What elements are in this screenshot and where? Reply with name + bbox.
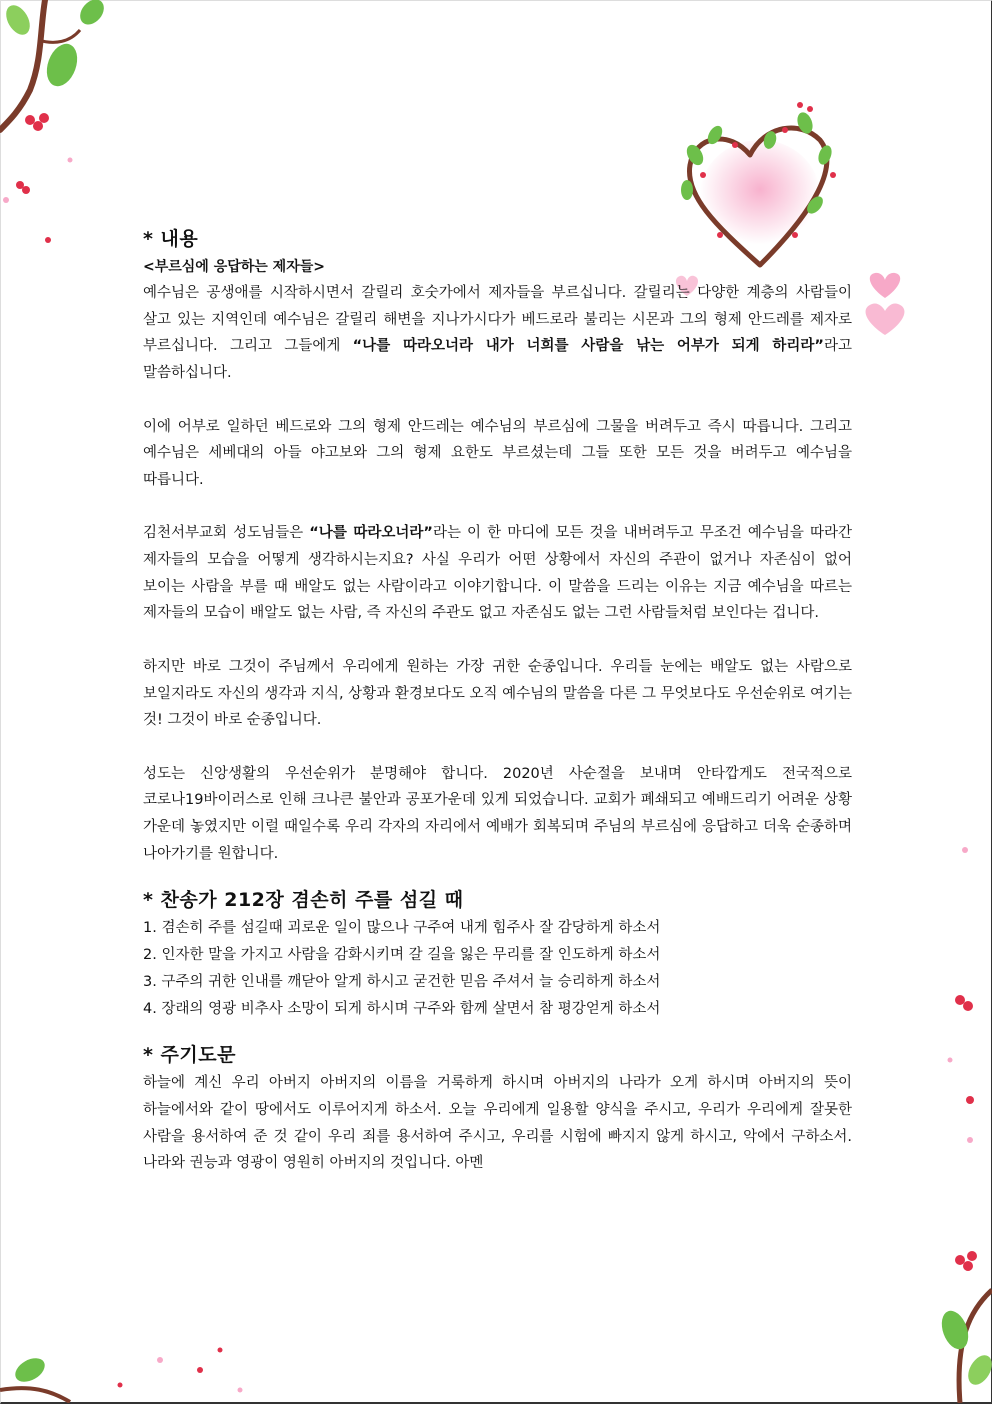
berry-icon [0, 1330, 260, 1403]
hymn-section [143, 885, 852, 1022]
prayer-section [143, 1040, 852, 1177]
hymn-verse: 3. 구주의 귀한 인내를 깨닫아 알게 하시고 굳건한 믿음 주셔서 늘 승리하게 하소서 [143, 973, 661, 990]
corner-branch-icon [0, 0, 110, 260]
lords-prayer-text: 하늘에 계신 우리 아버지 아버지의 이름을 거룩하게 하시며 아버지의 나라가 오게 하시며 아버지의 뜻이 하늘에서와 같이 땅에서도 이루어지게 하소서. 오늘 우리에게 일용할 양식을 주시고, 우리가 우리에게 잘못한 사람을 용서하여 준 것 같이 우리 죄를 용서하여 주시고, 우리를 시험에 빠지지 않게 하시고, 악에서 구하소서. 나라와 권능과 영광이 영원히 아버지의 것입니다. 아멘 [143, 1075, 852, 1172]
quote-emphasis: “나를 따라오너라” [309, 525, 433, 542]
section-heading-hymn: * 찬송가 212장 겸손히 주를 섬길 때 [143, 889, 464, 912]
paragraph-1: 예수님은 공생애를 시작하시면서 갈릴리 호숫가에서 제자들을 부르십니다. 갈릴리는 다양한 계층의 사람들이 살고 있는 지역인데 예수님은 갈릴리 해변을 지나가시다가 베드로라 불리는 시몬과 그의 형제 안드레를 제자로 부르십니다. 그리고 그들에게 “나를 따라오너라 내가 너희를 사람을 낚는 어부가 되게 하리라”라고 말씀하십니다. [143, 285, 852, 382]
section-heading-prayer: * 주기도문 [143, 1044, 236, 1067]
content-section [143, 224, 852, 867]
hymn-verse: 4. 장래의 영광 비추사 소망이 되게 하시며 구주와 함께 살면서 참 평강얻게 하소서 [143, 1000, 661, 1017]
section-heading-content: * 내용 [143, 228, 199, 250]
hymn-verse: 2. 인자한 말을 가지고 사람을 감화시키며 갈 길을 잃은 무리를 잘 인도하게 하소서 [143, 947, 661, 964]
paragraph-4: 하지만 바로 그것이 주님께서 우리에게 원하는 가장 귀한 순종입니다. 우리들 눈에는 배알도 없는 사람으로 보일지라도 자신의 생각과 지식, 상황과 환경보다도 오직 예수님의 말씀을 다른 그 무엇보다도 우선순위로 여기는 것! 그것이 바로 순종입니다. [143, 658, 852, 729]
sermon-subtitle: <부르심에 응답하는 제자들> [143, 259, 325, 275]
paragraph-5: 성도는 신앙생활의 우선순위가 분명해야 합니다. 2020년 사순절을 보내며 안타깝게도 전국적으로 코로나19바이러스로 인해 크나큰 불안과 공포가운데 있게 되었습니다. 교회가 폐쇄되고 예배드리기 어려운 상황 가운데 놓였지만 이럴 때일수록 우리 각자의 자리에서 예배가 회복되며 주님의 부르심에 응답하고 더욱 순종하며 나아가기를 원합니다. [143, 765, 852, 862]
hymn-verses [143, 915, 852, 1022]
floating-heart-icon [860, 270, 910, 340]
quote-emphasis: “나를 따라오너라 내가 너희를 사람을 낚는 어부가 되게 하리라” [352, 338, 824, 355]
document-body [143, 224, 852, 1177]
paragraph-3: 김천서부교회 성도님들은 “나를 따라오너라”라는 이 한 마디에 모든 것을 내버려두고 무조건 예수님을 따라간 제자들의 모습을 어떻게 생각하시는지요? 사실 우리가 어떤 상황에서 자신의 주관이 없거나 자존심이 없어 보이는 사람을 부를 때 배알도 없는 사람이라고 이야기합니다. 이 말씀을 드리는 이유는 지금 예수님을 따르는 제자들의 모습이 배알도 없는 사람, 즉 자신의 주관도 없고 자존심도 없는 그런 사람들처럼 보인다는 겁니다. [143, 525, 853, 622]
corner-branch-icon [900, 1230, 992, 1403]
paragraph-2: 이에 어부로 일하던 베드로와 그의 형제 안드레는 예수님의 부르심에 그물을 버려두고 즉시 따릅니다. 그리고 예수님은 세베대의 아들 야고보와 그의 형제 요한도 부르셨는데 그들 또한 모든 것을 버려두고 예수님을 따릅니다. [143, 418, 852, 488]
hymn-verse: 1. 겸손히 주를 섬길때 괴로운 일이 많으나 구주여 내게 힘주사 잘 감당하게 하소서 [143, 920, 661, 937]
